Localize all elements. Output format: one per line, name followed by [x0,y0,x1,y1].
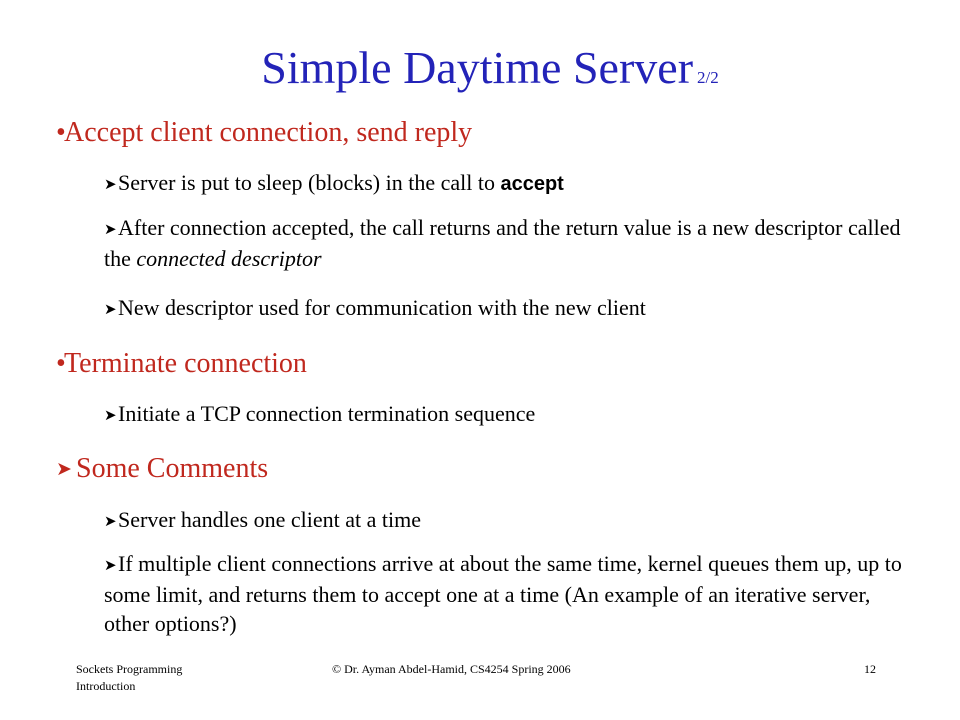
arrow-bullet-icon: ➤ [104,556,117,574]
sub-bullet-item [104,549,904,638]
section-heading-text: Accept client connection, send reply [64,117,473,148]
sub-bullet-text: After connection accepted, the call returns and the return value is a new descriptor called the [104,215,901,271]
section-heading-comments [56,452,268,486]
sub-bullet-item [104,505,904,536]
arrow-bullet-icon: ➤ [104,406,117,424]
section-heading-accept [56,116,472,150]
sub-bullet-item [104,168,904,199]
section-heading-text: Some Comments [76,453,269,484]
sub-bullet-text: New descriptor used for communication with the new client [118,295,646,320]
sub-bullet-text: Initiate a TCP connection termination sequence [118,401,536,426]
arrow-bullet-icon: ➤ [104,220,117,238]
arrow-bullet-icon: ➤ [56,458,72,480]
code-keyword: accept [500,173,564,195]
page-number: 12 [864,662,876,676]
arrow-bullet-icon: ➤ [104,300,117,318]
section-heading-terminate [56,347,307,381]
sub-bullet-text: If multiple client connections arrive at about the same time, kernel queues them up, up to some limit, and returns them to accept one at a time (An example of an iterative server, other options?) [104,551,902,636]
sub-bullet-item [104,399,904,430]
footer-left: Sockets Programming Introduction [76,662,183,693]
sub-bullet-text: Server handles one client at a time [118,507,421,532]
bullet-dot: • [56,117,66,148]
sub-bullet-item [104,213,904,273]
arrow-bullet-icon: ➤ [104,175,117,193]
arrow-bullet-icon: ➤ [104,512,117,530]
slide-title-part: 2/2 [697,68,719,87]
sub-bullet-text: Server is put to sleep (blocks) in the call to [118,170,501,195]
slide-title [0,38,960,108]
sub-bullet-item [104,293,904,324]
section-heading-text: Terminate connection [64,348,307,379]
bullet-dot: • [56,348,66,379]
footer-center: © Dr. Ayman Abdel-Hamid, CS4254 Spring 2006 [332,662,571,676]
slide-title-text: Simple Daytime Server [261,42,694,93]
emphasis-term: connected descriptor [136,246,322,271]
